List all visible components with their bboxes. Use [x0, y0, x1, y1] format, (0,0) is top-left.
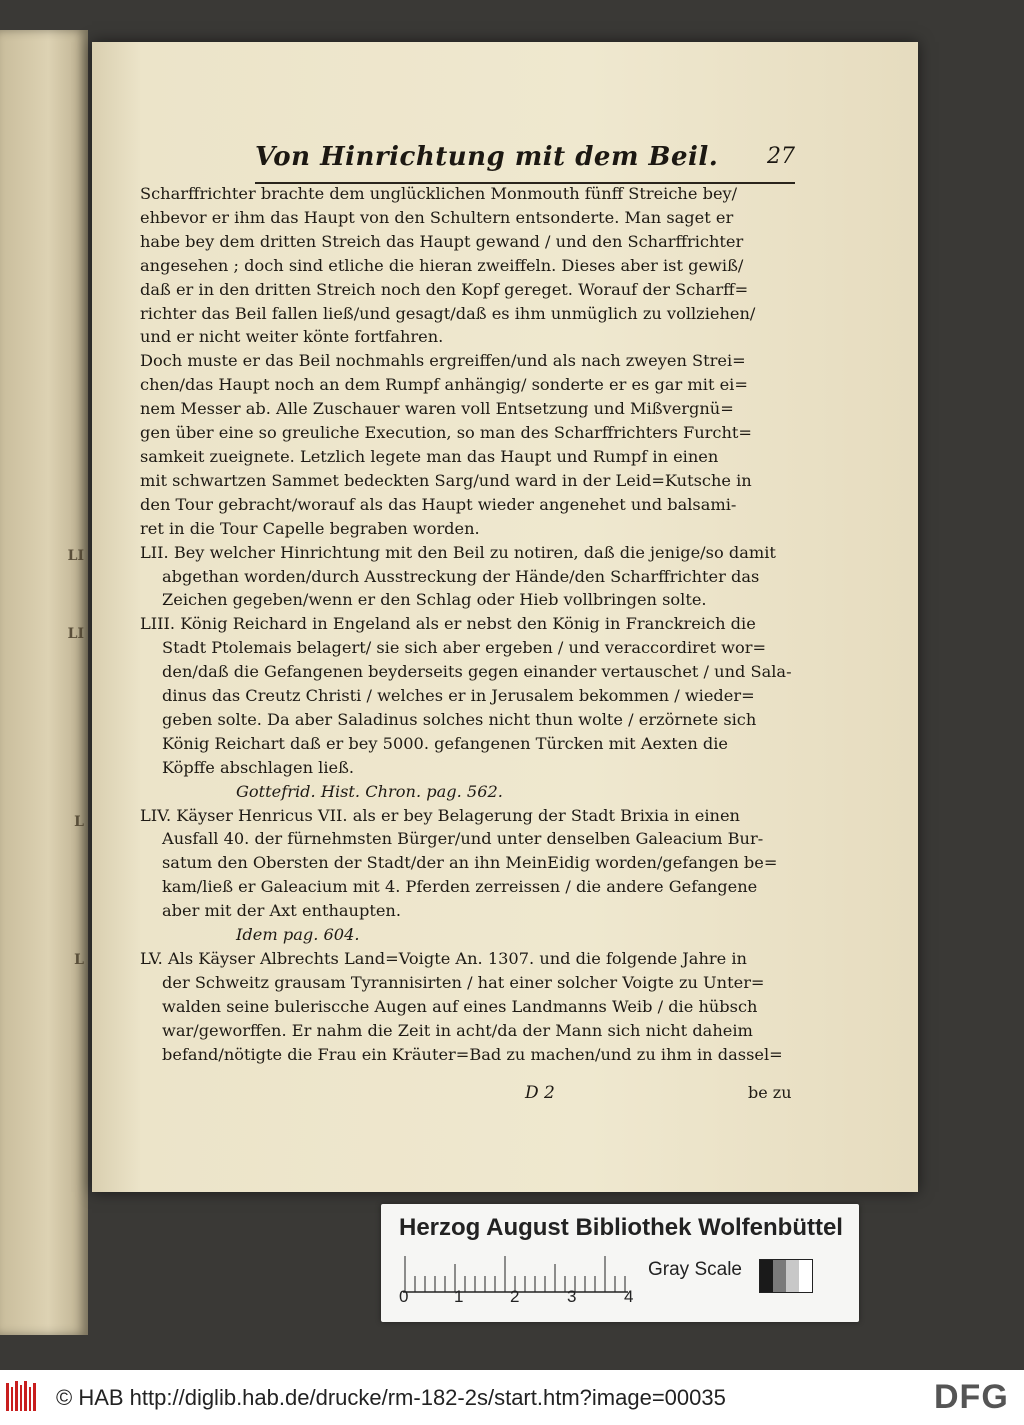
grayscale-swatch — [799, 1260, 812, 1292]
ruler-label: 3 — [567, 1287, 577, 1306]
ruler-label: 0 — [399, 1287, 409, 1306]
text-line: habe bey dem dritten Streich das Haupt gewand / und den Scharffrichter — [140, 231, 744, 251]
text-line: war/geworffen. Er nahm die Zeit in acht/da der Mann sich nicht daheim — [162, 1020, 753, 1040]
text-line: angesehen ; doch sind etliche die hieran zweiffeln. Dieses aber ist gewiß/ — [140, 255, 744, 275]
text-line: mit schwartzen Sammet bedeckten Sarg/und ward in der Leid=Kutsche in — [140, 470, 752, 490]
text-line: daß er in den dritten Streich noch den Kopf gereget. Worauf der Scharff= — [140, 279, 749, 299]
text-line: Stadt Ptolemais belagert/ sie sich aber ergeben / und veraccordiret wor= — [162, 638, 767, 658]
text-line: Ausfall 40. der fürnehmsten Bürger/und unter denselben Galeacium Bur- — [162, 829, 764, 849]
text-line: König Reichart daß er bey 5000. gefangenen Türcken mit Aexten die — [162, 733, 729, 753]
text-line: befand/nötigte die Frau ein Kräuter=Bad zu machen/und zu ihm in dassel= — [162, 1044, 783, 1064]
text-line: samkeit zueignete. Letzlich legete man das Haupt und Rumpf in einen — [140, 446, 719, 466]
text-line: und er nicht weiter könte fortfahren. — [140, 327, 444, 347]
hab-logo-icon — [4, 1377, 40, 1417]
section-line: LIII. König Reichard in Engeland als er nebst den König in Franckreich die — [140, 614, 756, 634]
facing-page-marks — [0, 30, 88, 1335]
facing-page-mark: LI — [67, 548, 84, 564]
page-header — [255, 142, 795, 184]
text-line: nem Messer ab. Alle Zuschauer waren voll Entsetzung und Mißvergnü= — [140, 399, 734, 419]
dfg-logo: DFG — [934, 1378, 1009, 1416]
facing-page-mark: LI — [67, 626, 84, 642]
grayscale-swatches — [759, 1259, 813, 1293]
text-line: walden seine buleriscche Augen auf eines Landmanns Weib / die hübsch — [162, 996, 758, 1016]
text-line: richter das Beil fallen ließ/und gesagt/daß es ihm unmüglich zu vollziehen/ — [140, 303, 756, 323]
facing-page-mark: L — [74, 814, 84, 830]
text-line: Zeichen gegeben/wenn er den Schlag oder Hieb vollbringen solte. — [162, 590, 707, 610]
text-line: kam/ließ er Galeacium mit 4. Pferden zerreissen / die andere Gefangene — [162, 877, 758, 897]
citation-line: Gottefrid. Hist. Chron. pag. 562. — [236, 781, 503, 801]
text-line: Doch muste er das Beil nochmahls ergreiffen/und als nach zweyen Strei= — [140, 351, 746, 371]
section-line: LV. Als Käyser Albrechts Land=Voigte An. 1307. und die folgende Jahre in — [140, 949, 747, 968]
text-line: der Schweitz grausam Tyrannisirten / hat einer solcher Voigte zu Unter= — [162, 972, 765, 992]
grayscale-label: Gray Scale — [648, 1259, 742, 1280]
library-name: Herzog August Bibliothek Wolfenbüttel — [399, 1214, 843, 1241]
grayscale-swatch — [760, 1260, 773, 1292]
ruler-label: 2 — [510, 1287, 520, 1306]
ruler-label: 1 — [454, 1287, 464, 1306]
text-line: ehbevor er ihm das Haupt von den Schultern entsonderte. Man saget er — [140, 207, 734, 227]
catchword: be zu — [748, 1083, 792, 1102]
page-body — [140, 182, 792, 1067]
text-line: abgethan worden/durch Ausstreckung der Hände/den Scharffrichter das — [162, 566, 760, 586]
grayscale-swatch — [786, 1260, 799, 1292]
text-line: satum den Obersten der Stadt/der an ihn MeinEidig worden/gefangen be= — [162, 853, 778, 873]
section-line: LIV. Käyser Henricus VII. als er bey Belagerung der Stadt Brixia in einen — [140, 805, 740, 825]
text-line: Scharffrichter brachte dem unglücklichen Monmouth fünff Streiche bey/ — [140, 184, 738, 203]
signature-mark: D 2 — [525, 1083, 555, 1103]
running-head: Von Hinrichtung mit dem Beil. — [255, 142, 719, 172]
copyright-link[interactable]: © HAB http://diglib.hab.de/drucke/rm-182-2s/start.htm?image=00035 — [56, 1385, 726, 1410]
page-number: 27 — [767, 144, 795, 169]
section-line: LII. Bey welcher Hinrichtung mit den Beil zu notiren, daß die jenige/so damit — [140, 542, 776, 562]
text-line: aber mit der Axt enthaupten. — [162, 901, 401, 921]
grayscale-swatch — [773, 1260, 786, 1292]
facing-page-mark: L — [74, 952, 84, 968]
text-line: chen/das Haupt noch an dem Rumpf anhängig/ sonderte er es gar mit ei= — [140, 375, 748, 395]
text-line: geben solte. Da aber Saladinus solches nicht thun wolte / erzörnete sich — [162, 709, 757, 729]
text-line: den Tour gebracht/worauf als das Haupt wieder angenehet und balsami- — [140, 494, 737, 514]
text-line: ret in die Tour Capelle begraben worden. — [140, 518, 480, 538]
text-line: gen über eine so greuliche Execution, so man des Scharffrichters Furcht= — [140, 423, 752, 443]
text-line: den/daß die Gefangenen beyderseits gegen einander vertauschet / und Sala- — [162, 662, 792, 682]
library-color-card — [381, 1204, 859, 1322]
citation-line: Idem pag. 604. — [236, 925, 360, 945]
ruler-label: 4 — [624, 1287, 634, 1306]
text-line: dinus das Creutz Christi / welches er in Jerusalem bekommen / wieder= — [162, 686, 755, 706]
text-line: Köpffe abschlagen ließ. — [162, 757, 355, 777]
